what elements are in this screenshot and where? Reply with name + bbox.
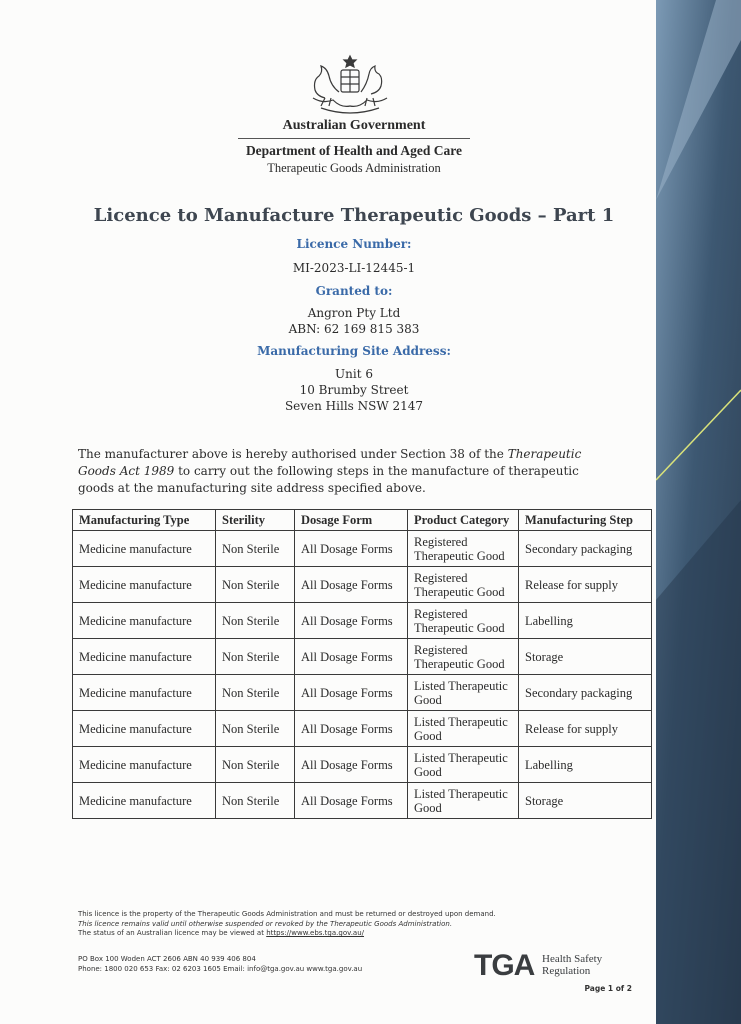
cell-manufacturing-step: Secondary packaging	[519, 531, 652, 567]
cell-sterility: Non Sterile	[216, 639, 295, 675]
cell-manufacturing-step: Release for supply	[519, 567, 652, 603]
licence-notes	[78, 910, 538, 939]
cell-sterility: Non Sterile	[216, 567, 295, 603]
cell-manufacturing-step: Secondary packaging	[519, 675, 652, 711]
cell-manufacturing-type: Medicine manufacture	[73, 675, 216, 711]
note-status	[78, 929, 538, 939]
table-row	[73, 603, 652, 639]
cell-manufacturing-type: Medicine manufacture	[73, 711, 216, 747]
table-row	[73, 531, 652, 567]
header-manufacturing-step: Manufacturing Step	[519, 510, 652, 531]
cell-product-category: Registered Therapeutic Good	[408, 531, 519, 567]
cell-product-category: Listed Therapeutic Good	[408, 675, 519, 711]
act-name: Therapeutic Goods Act 1989	[78, 447, 582, 478]
tga-logo	[474, 949, 614, 983]
cell-manufacturing-type: Medicine manufacture	[73, 783, 216, 819]
cell-product-category: Listed Therapeutic Good	[408, 747, 519, 783]
page-number: Page 1 of 2	[584, 984, 632, 993]
cell-product-category: Listed Therapeutic Good	[408, 783, 519, 819]
government-name: Australian Government	[282, 118, 426, 133]
cell-dosage-form: All Dosage Forms	[295, 639, 408, 675]
cell-product-category: Registered Therapeutic Good	[408, 603, 519, 639]
cell-dosage-form: All Dosage Forms	[295, 675, 408, 711]
cell-manufacturing-step: Release for supply	[519, 711, 652, 747]
header-product-category: Product Category	[408, 510, 519, 531]
licence-number: MI-2023-LI-12445-1	[292, 261, 416, 275]
note-property: This licence is the property of the Therapeutic Goods Administration and must be returned or destroyed upon demand.	[78, 910, 496, 918]
table-row	[73, 747, 652, 783]
granted-to-label: Granted to:	[315, 284, 393, 298]
note-status-text: The status of an Australian licence may be viewed at	[78, 929, 267, 937]
header-divider	[238, 138, 470, 139]
contact-details: Phone: 1800 020 653 Fax: 02 6203 1605 Email: info@tga.gov.au www.tga.gov.au	[78, 964, 363, 973]
agency-name: Therapeutic Goods Administration	[267, 161, 441, 175]
table-row	[73, 711, 652, 747]
cell-dosage-form: All Dosage Forms	[295, 531, 408, 567]
cell-manufacturing-type: Medicine manufacture	[73, 639, 216, 675]
manufacturing-steps-table	[72, 509, 652, 819]
tga-tagline-line-1: Health Safety	[542, 953, 603, 965]
licence-number-label: Licence Number:	[296, 237, 412, 251]
address-line-2: 10 Brumby Street	[299, 383, 409, 397]
company-abn: ABN: 62 169 815 383	[288, 322, 420, 336]
contact-block	[78, 955, 538, 974]
cell-sterility: Non Sterile	[216, 531, 295, 567]
table-row	[73, 639, 652, 675]
postal-address: PO Box 100 Woden ACT 2606 ABN 40 939 406 804	[78, 955, 256, 963]
cell-manufacturing-step: Storage	[519, 639, 652, 675]
header-sterility: Sterility	[216, 510, 295, 531]
cell-manufacturing-type: Medicine manufacture	[73, 603, 216, 639]
table-header-row	[73, 510, 652, 531]
cell-sterility: Non Sterile	[216, 783, 295, 819]
note-validity: This licence remains valid until otherwise suspended or revoked by the Therapeutic Goods Administration.	[78, 919, 453, 928]
address-line-3: Seven Hills NSW 2147	[284, 399, 424, 413]
cell-dosage-form: All Dosage Forms	[295, 747, 408, 783]
authorisation-paragraph	[78, 446, 618, 497]
cell-dosage-form: All Dosage Forms	[295, 711, 408, 747]
cell-sterility: Non Sterile	[216, 747, 295, 783]
coat-of-arms-icon	[305, 54, 395, 118]
address-line-1: Unit 6	[335, 367, 373, 381]
cell-manufacturing-type: Medicine manufacture	[73, 747, 216, 783]
tga-logo-letters: TGA	[474, 949, 535, 982]
header-dosage-form: Dosage Form	[295, 510, 408, 531]
decorative-band	[656, 0, 741, 1024]
cell-manufacturing-step: Labelling	[519, 747, 652, 783]
cell-product-category: Registered Therapeutic Good	[408, 639, 519, 675]
cell-manufacturing-step: Labelling	[519, 603, 652, 639]
cell-manufacturing-type: Medicine manufacture	[73, 567, 216, 603]
cell-product-category: Listed Therapeutic Good	[408, 711, 519, 747]
cell-product-category: Registered Therapeutic Good	[408, 567, 519, 603]
cell-manufacturing-type: Medicine manufacture	[73, 531, 216, 567]
cell-sterility: Non Sterile	[216, 675, 295, 711]
ebs-link[interactable]: https://www.ebs.tga.gov.au/	[266, 929, 365, 937]
table-row	[73, 675, 652, 711]
table-row	[73, 567, 652, 603]
authorisation-text-before: The manufacturer above is hereby authorised under Section 38 of the	[78, 447, 508, 461]
cell-manufacturing-step: Storage	[519, 783, 652, 819]
cell-dosage-form: All Dosage Forms	[295, 567, 408, 603]
tga-tagline-line-2: Regulation	[542, 965, 591, 977]
cell-dosage-form: All Dosage Forms	[295, 603, 408, 639]
cell-sterility: Non Sterile	[216, 711, 295, 747]
department-name: Department of Health and Aged Care	[245, 143, 463, 158]
cell-dosage-form: All Dosage Forms	[295, 783, 408, 819]
document-title: Licence to Manufacture Therapeutic Goods – Part 1	[93, 205, 615, 226]
authorisation-text-after: to carry out the following steps in the manufacture of therapeutic goods at the manufacturing site address specified above.	[78, 464, 579, 495]
tga-logo-tagline	[542, 953, 602, 977]
header-manufacturing-type: Manufacturing Type	[73, 510, 216, 531]
company-name: Angron Pty Ltd	[307, 306, 401, 320]
table-row	[73, 783, 652, 819]
site-address-label: Manufacturing Site Address:	[257, 344, 451, 358]
cell-sterility: Non Sterile	[216, 603, 295, 639]
